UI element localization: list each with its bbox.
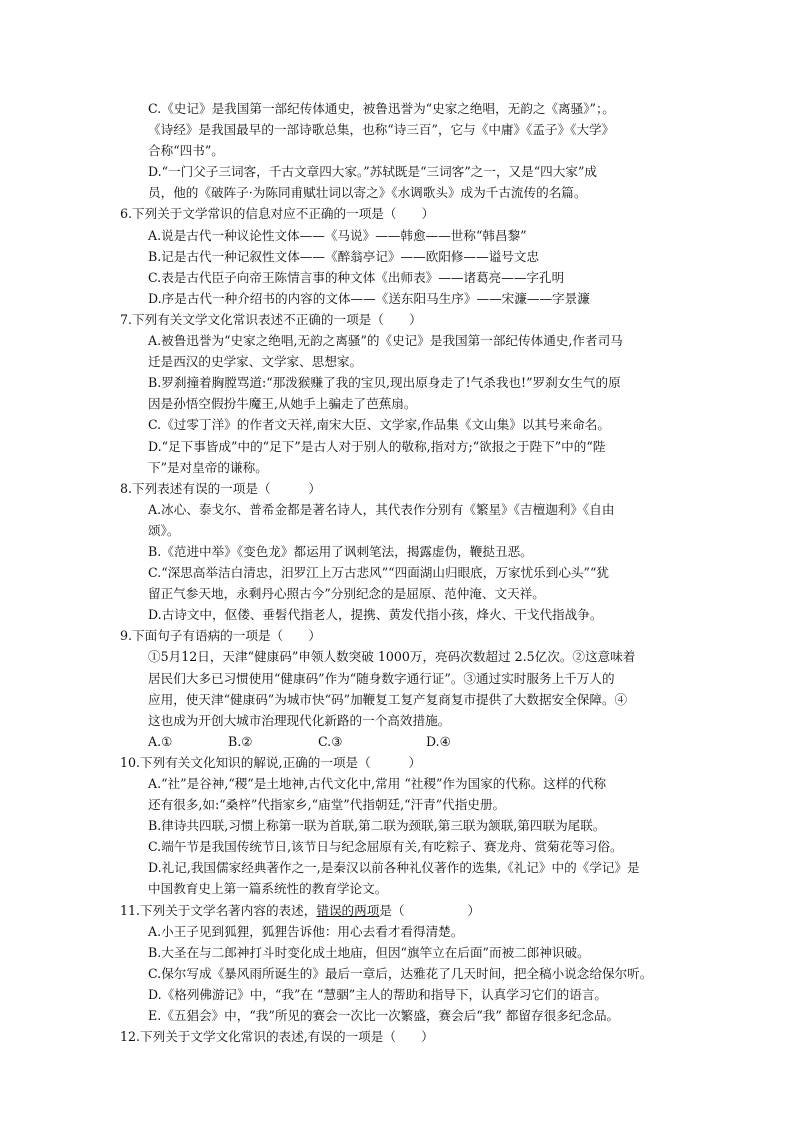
question-12 (120, 1026, 680, 1047)
line: 颂》。 (148, 522, 180, 538)
choice-b: B.② (228, 733, 253, 749)
line: B.罗刹撞着胸膛骂道:“那泼猴赚了我的宝贝,现出原身走了!气杀我也!”罗刹女生气的原 (148, 375, 621, 391)
option-c: C.表是古代臣子向帝王陈情言事的种文体《出师表》——诸葛亮——字孔明 (148, 269, 565, 285)
line: 留正气参天地，永剩丹心照古今”分别纪念的是屈原、范仲淹、文天祥。 (148, 586, 545, 602)
line: ①5月12日，天津“健康码”申领人数突破 1000万，亮码次数超过 2.5亿次。②这意味着 (148, 649, 636, 665)
option-d: D.序是古代一种介绍书的内容的文体——《送东阳马生序》——宋濂——字景濂 (148, 290, 590, 306)
question-stem: 12.下列关于文学文化常识的表述,有误的一项是（ ） (120, 1029, 434, 1045)
line: 中国教育史上第一篇系统性的教育学论文。 (148, 881, 388, 897)
line: C.“深思高举洁白清忠，汨罗江上万古悲风”“四面湖山归眼底，万家忧乐到心头”“犹 (148, 565, 609, 581)
line: A.冰心、泰戈尔、普希金都是著名诗人，其代表作分别有《繁星》《吉檀迦利》《自由 (148, 501, 615, 517)
line: 迁是西汉的史学家、文学家、思想家。 (148, 354, 363, 370)
option-b (148, 372, 680, 414)
line: 这也成为开创大城市治理现代化新路的一个高效措施。 (148, 712, 451, 728)
question-7 (120, 309, 680, 478)
option-c: C.端午节是我国传统节日,该节日与纪念屈原有关,有吃粽子、赛龙舟、赏菊花等习俗。 (148, 839, 623, 855)
line: A.“社”是谷神,“稷”是土地神,古代文化中,常用 “社稷”作为国家的代称。这样的代称 (148, 776, 607, 791)
prev-question-options (120, 98, 680, 203)
line: A.被鲁迅誉为“史家之绝唱,无韵之离骚”的《史记》是我国第一部纪传体通史,作者司马 (148, 333, 623, 349)
line: D.“一门父子三词客，千古文章四大家。”苏轼既是“三词客”之一，又是“四大家”成 (148, 164, 597, 180)
option-c: C.保尔写成《暴风雨所诞生的》最后一章后，达雅花了几天时间，把全稿小说念给保尔听。 (148, 965, 653, 981)
choice-c: C.③ (318, 733, 343, 749)
option-a: A.小王子见到狐狸，狐狸告诉他：用心去看才看得清楚。 (148, 923, 464, 939)
line: D.礼记,我国儒家经典著作之一,是秦汉以前各种礼仪著作的选集,《礼记》中的《学记》是 (148, 860, 640, 876)
passage (148, 646, 680, 730)
question-stem: 8.下列表述有误的一项是（ ） (120, 480, 321, 496)
option-d-prev (148, 161, 680, 203)
option-d (148, 857, 680, 899)
option-c (148, 562, 680, 604)
line: 《诗经》是我国最早的一部诗歌总集，也称“诗三百”，它与《中庸》《孟子》《大学》 (148, 122, 615, 138)
option-d: D.古诗文中，伛偻、垂髫代指老人，提携、黄发代指小孩，烽火、干戈代指战争。 (148, 607, 603, 623)
line: C.《史记》是我国第一部纪传体通史，被鲁迅誉为“史家之绝唱，无韵之《离骚》”；。 (148, 101, 615, 116)
question-stem: 10.下列有关文化知识的解说,正确的一项是（ ） (120, 754, 422, 770)
question-9 (120, 625, 680, 752)
line: D.“足下事皆成”中的“足下”是古人对于别人的敬称,指对方;“欲报之于陛下”中的“陛 (148, 438, 606, 454)
question-11 (120, 900, 680, 1027)
line: 居民们大多已习惯使用“健康码”作为“随身数字通行证”。③通过实时服务上千万人的 (148, 670, 615, 686)
question-stem: 9.下面句子有语病的一项是（ ） (120, 628, 321, 644)
question-10 (120, 752, 680, 900)
option-a (148, 330, 680, 372)
question-6 (120, 203, 680, 308)
option-a: A.说是古代一种议论性文体——《马说》——韩愈——世称“韩昌黎” (148, 227, 527, 243)
option-e: E.《五猖会》中，“我”所见的赛会一次比一次繁盛，赛会后“我” 都留存很多纪念品。 (148, 1008, 620, 1024)
line: 应用，使天津“健康码”为城市快“码”加鞭复工复产复商复市提供了大数据安全保障。④ (148, 691, 628, 707)
question-8 (120, 478, 680, 626)
line: 下”是对皇帝的谦称。 (148, 459, 268, 475)
option-b: B.《范进中举》《变色龙》都运用了讽刺笔法，揭露虚伪，鞭挞丑恶。 (148, 543, 533, 559)
line: 合称“四书”。 (148, 143, 224, 159)
question-stem: 6.下列关于文学常识的信息对应不正确的一项是（ ） (120, 206, 435, 222)
line: 还有很多,如:“桑梓”代指家乡,“庙堂”代指朝廷,“汗青”代指史册。 (148, 797, 506, 813)
option-c: C.《过零丁洋》的作者文天祥,南宋大臣、文学家,作品集《文山集》以其号来命名。 (148, 417, 610, 433)
option-b: B.记是古代一种记叙性文体——《醉翁亭记》——欧阳修——谥号文忠 (148, 248, 540, 264)
content (120, 98, 680, 1047)
choice-a: A.① (148, 733, 173, 749)
choices-row (148, 731, 680, 752)
stem-part: 11.下列关于文学名著内容的表述， (120, 902, 317, 918)
question-stem (120, 900, 680, 921)
option-d (148, 436, 680, 478)
option-b: B.律诗共四联,习惯上称第一联为首联,第二联为颈联,第三联为颔联,第四联为尾联。 (148, 818, 606, 834)
option-a (148, 773, 680, 815)
option-d: D.《格列佛游记》中，“我”在 “慧骃”主人的帮助和指导下，认真学习它们的语言。 (148, 986, 608, 1002)
line: 因是孙悟空假扮牛魔王,从她手上骗走了芭蕉扇。 (148, 396, 417, 412)
stem-underlined: 错误的两项 (316, 902, 380, 918)
option-b: B.大圣在与二郎神打斗时变化成土地庙，但因“旗竿立在后面”而被二郎神识破。 (148, 944, 590, 960)
line: 员，他的《破阵子·为陈同甫赋壮词以寄之》《水调歌头》成为千古流传的名篇。 (148, 185, 587, 201)
question-stem: 7.下列有关文学文化常识表述不正确的一项是（ ） (120, 311, 422, 327)
choice-d: D.④ (426, 733, 451, 749)
stem-part: 是（ ） (379, 902, 481, 918)
option-a (148, 499, 680, 541)
option-c-prev (148, 98, 680, 161)
